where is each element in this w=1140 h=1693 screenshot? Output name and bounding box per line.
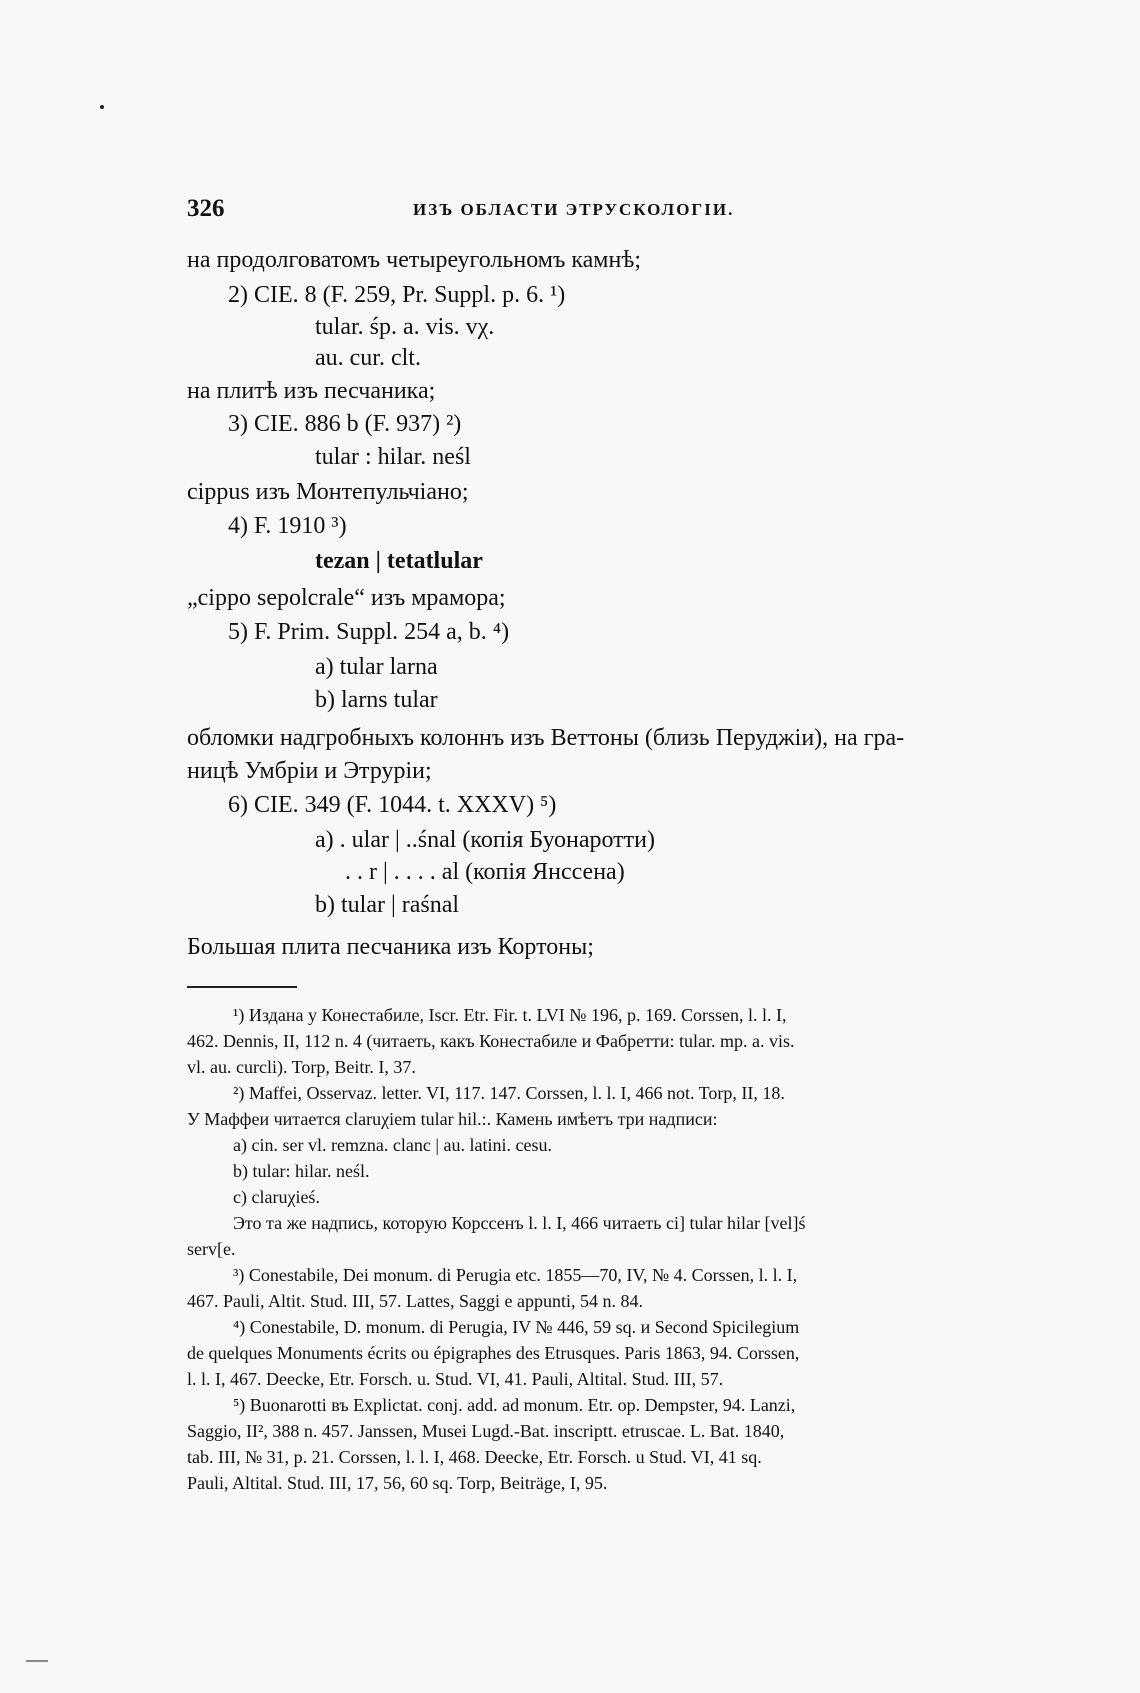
inscription-line: . . r | . . . . al (копія Янссена) xyxy=(345,859,625,885)
body-line: на продолговатомъ четыреугольномъ камнѣ; xyxy=(187,247,642,273)
body-line: cippus изъ Монтепульчіано; xyxy=(187,479,469,505)
footnote-line: ⁵) Buonarotti въ Explictat. conj. add. ad monum. Etr. op. Dempster, 94. Lanzi, xyxy=(233,1395,796,1415)
page-number: 326 xyxy=(187,195,225,222)
running-title: ИЗЪ ОБЛАСТИ ЭТРУСКОЛОГІИ. xyxy=(413,200,735,219)
inscription-line: b) larns tular xyxy=(315,687,438,713)
body-line: 4) F. 1910 ³) xyxy=(228,513,347,539)
inscription-line: au. cur. clt. xyxy=(315,345,421,371)
footnote-line: ³) Conestabile, Dei monum. di Perugia etc. 1855—70, IV, № 4. Corssen, l. l. I, xyxy=(233,1265,798,1285)
body-line: 2) CIE. 8 (F. 259, Pr. Suppl. p. 6. ¹) xyxy=(228,282,566,308)
inscription-line: tezan | tetatlular xyxy=(315,548,483,574)
footnote-line: ²) Maffei, Osservaz. letter. VI, 117. 147. Corssen, l. l. I, 466 not. Torp, II, 18. xyxy=(233,1083,785,1103)
footnote-line: serv[e. xyxy=(187,1239,236,1259)
footnote-line: 462. Dennis, II, 112 n. 4 (читаеть, какъ Конестабиле и Фабретти: tular. mp. a. vis. xyxy=(187,1031,795,1051)
body-line: ницѣ Умбріи и Этруріи; xyxy=(187,758,432,784)
body-line: 3) CIE. 886 b (F. 937) ²) xyxy=(228,411,462,437)
body-line: „cippo sepolcrale“ изъ мрамора; xyxy=(187,585,506,611)
footnote-line: Pauli, Altital. Stud. III, 17, 56, 60 sq. Torp, Beiträge, I, 95. xyxy=(187,1473,608,1493)
footnote-line: vl. au. curcli). Torp, Beitr. I, 37. xyxy=(187,1057,416,1077)
footnote-line: Это та же надпись, которую Корссенъ l. l. I, 466 читаеть ci] tular hilar [vel]ś xyxy=(233,1213,806,1233)
footnote-line: ¹) Издана у Конестабиле, Iscr. Etr. Fir. t. LVI № 196, p. 169. Corssen, l. l. I, xyxy=(233,1005,787,1025)
footnote-line: b) tular: hilar. neśl. xyxy=(233,1161,370,1181)
inscription-line: a) tular larna xyxy=(315,654,438,680)
footnote-line: ⁴) Conestabile, D. monum. di Perugia, IV № 446, 59 sq. и Second Spicilegium xyxy=(233,1317,800,1337)
footnote-line: l. l. I, 467. Deecke, Etr. Forsch. u. Stud. VI, 41. Pauli, Altital. Stud. III, 57. xyxy=(187,1369,724,1389)
footnote-line: tab. III, № 31, p. 21. Corssen, l. l. I, 468. Deecke, Etr. Forsch. u Stud. VI, 41 sq. xyxy=(187,1447,762,1467)
inscription-line: b) tular | raśnal xyxy=(315,892,460,918)
body-line: 6) CIE. 349 (F. 1044. t. XXXV) ⁵) xyxy=(228,792,557,818)
footnote-rule xyxy=(187,986,297,988)
inscription-line: a) . ular | ..śnal (копія Буонаротти) xyxy=(315,827,655,853)
speck-mark xyxy=(100,105,104,109)
footnote-line: Saggio, II², 388 n. 457. Janssen, Musei Lugd.-Bat. inscriptt. etruscae. L. Bat. 1840, xyxy=(187,1421,785,1441)
body-line: обломки надгробныхъ колоннъ изъ Веттоны (близь Перуджіи), на гра- xyxy=(187,725,905,751)
page-header xyxy=(187,195,987,229)
body-line: 5) F. Prim. Suppl. 254 a, b. ⁴) xyxy=(228,619,510,645)
inscription-line: tular. śp. a. vis. vχ. xyxy=(315,314,495,340)
footnote-line: de quelques Monuments écrits ou épigraphes des Etrusques. Paris 1863, 94. Corssen, xyxy=(187,1343,800,1363)
footnote-line: 467. Pauli, Altit. Stud. III, 57. Lattes, Saggi e appunti, 54 n. 84. xyxy=(187,1291,643,1311)
body-line: Большая плита песчаника изъ Кортоны; xyxy=(187,934,594,960)
body-line: на плитѣ изъ песчаника; xyxy=(187,378,436,404)
scan-mark xyxy=(26,1660,48,1662)
footnote-line: У Маффеи читается claruχiem tular hil.:. Камень имѣетъ три надписи: xyxy=(187,1109,718,1129)
footnote-line: c) claruχieś. xyxy=(233,1187,320,1207)
inscription-line: tular : hilar. neśl xyxy=(315,444,471,470)
footnote-line: a) cin. ser vl. remzna. clanc | au. latini. cesu. xyxy=(233,1135,552,1155)
